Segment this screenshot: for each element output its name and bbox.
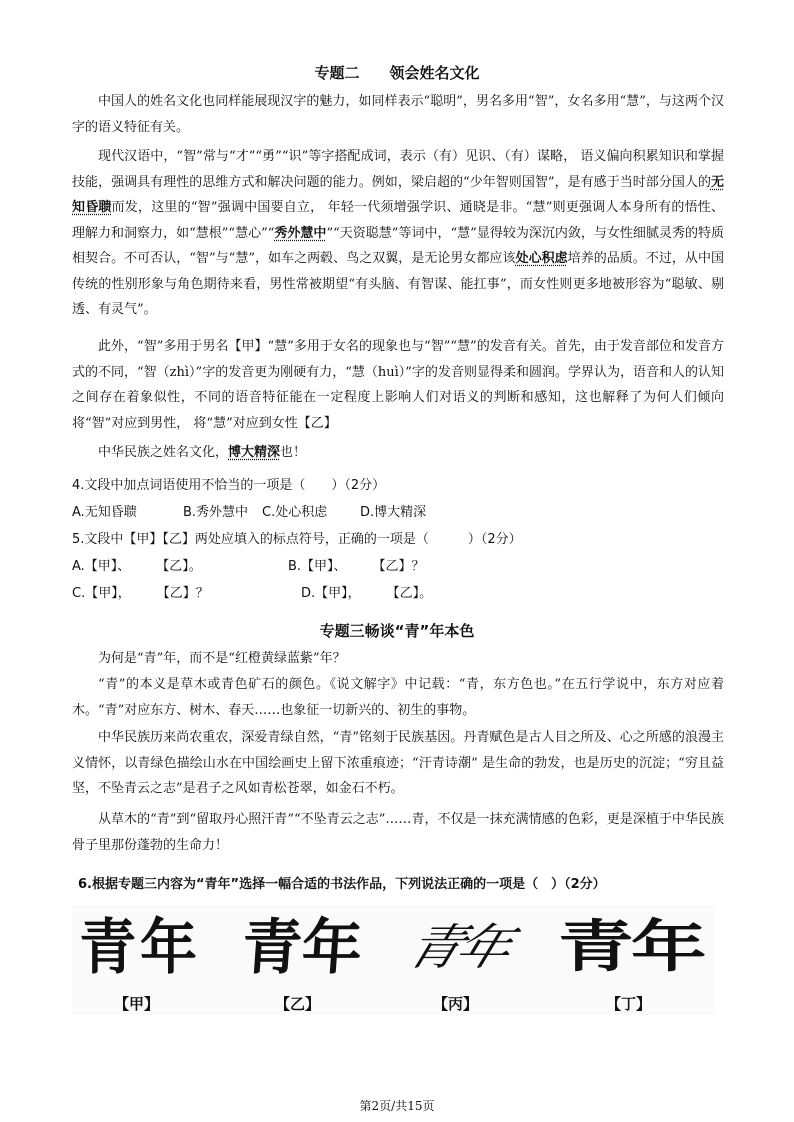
dotted-term-4: 博大精深: [228, 445, 281, 460]
question-5-option-b: B.【甲】、 【乙】？: [288, 559, 425, 574]
section2-title: 专题二 领会姓名文化: [314, 64, 480, 82]
question-5-option-c: C.【甲】， 【乙】？: [72, 586, 209, 601]
question-5-option-d: D.【甲】， 【乙】。: [301, 586, 433, 601]
calligraphy-label-yi: 【乙】: [275, 995, 321, 1013]
question-6-stem: 6.根据专题三内容为“青年”选择一幅合适的书法作品，下列说法正确的一项是（ ）（2分）: [78, 877, 606, 892]
dotted-term-2: 秀外慧中: [274, 225, 327, 241]
question-5-stem: 5.文段中【甲】【乙】两处应填入的标点符号，正确的一项是（ ）（2分）: [72, 532, 522, 547]
calligraphy-label-jia: 【甲】: [114, 995, 160, 1013]
page-footer: 第2页/共15页: [359, 1099, 435, 1113]
question-4-option-c: C.处心积虑: [262, 505, 328, 520]
section3-paragraph-1: 为何是“青”年，而不是“红橙黄绿蓝紫”年？: [98, 651, 346, 666]
section3-paragraph-4: 从草木的“青”到“留取丹心照汗青”“不坠青云之志”……青，不仅是一抹充满情感的色彩，更是深植于中华民族骨子里那份蓬勃的生命力！: [72, 812, 724, 853]
calligraphy-ding: 青年: [558, 915, 704, 980]
calligraphy-jia: 青年: [79, 913, 201, 983]
calligraphy-bing: 青年: [399, 919, 515, 976]
question-4-option-a: A.无知昏聩: [72, 505, 137, 520]
question-4-stem: 4.文段中加点词语使用不恰当的一项是（ ）（2分）: [72, 478, 386, 493]
section2-paragraph-3: 此外，“智”多用于男名【甲】“慧”多用于女名的现象也与“智”“慧”的发音有关。首先，由于发音部位和发音方式的不同，“智（zhì）”字的发音更为刚硬有力，“慧（huì）”字的发音则显得柔和圆润。学界认为，语音和人的认知之间存在着象似性，不同的语音特征能在一定程度上影响人们对语义的判断和感知，这也解释了为何人们倾向将“智”对应到男性， 将“慧”对应到女性【乙】: [72, 339, 724, 431]
calligraphy-label-ding: 【丁】: [606, 995, 652, 1013]
section2-paragraph-2: 现代汉语中，“智”常与“才”“勇”“识”等字搭配成词，表示（有）见识、（有）谋略， 语义偏向积累知识和掌握技能，强调具有理性的思维方式和解决问题的能力。例如，梁启超的“少年智则国智”，是有感于当时部分国人的无知昏聩而发，这里的“智”强调中国要自立， 年轻一代须增强学识、通晓是非。“慧”则更强调人本身所有的悟性、理解力和洞察力，如“慧根”“慧心”“秀外慧中”“天资聪慧”等词中，“慧”显得较为深沉内敛，与女性细腻灵秀的特质相契合。不可否认，“智”与“慧”，如车之两毂、鸟之双翼，是无论男女都应该处心积虑培养的品质。不过，从中国传统的性别形象与角色期待来看，男性常被期望“有头脑、有智谋、能扛事”，而女性则更多地被形容为“聪敏、剔透、有灵气”。: [72, 149, 724, 317]
section2-paragraph-4: 中华民族之姓名文化，博大精深也！: [98, 445, 307, 460]
section3-paragraph-2: “青”的本义是草木或青色矿石的颜色。《说文解字》中记载：“青，东方色也。”在五行学说中，东方对应着木。“青”对应东方、树木、春天……也象征一切新兴的、初生的事物。: [72, 677, 724, 718]
calligraphy-label-bing: 【丙】: [433, 995, 479, 1013]
dotted-term-3: 处心积虑: [515, 251, 568, 266]
calligraphy-image: [72, 905, 715, 1015]
question-4-option-b: B.秀外慧中: [183, 505, 249, 520]
section2-paragraph-1: 中国人的姓名文化也同样能展现汉字的魅力，如同样表示“聪明”，男名多用“智”，女名多用“慧”，与这两个汉字的语义特征有关。: [72, 94, 724, 135]
dotted-term-1: 无知昏聩: [72, 174, 724, 215]
question-4-option-d: D.博大精深: [360, 505, 427, 520]
section3-title: 专题三畅谈“青”年本色: [319, 622, 475, 640]
section3-paragraph-3: 中华民族历来尚农重农，深爱青绿自然，“青”铭刻于民族基因。丹青赋色是古人目之所及、心之所感的浪漫主义情怀，以青绿色描绘山水在中国绘画史上留下浓重痕迹；“汗青诗潮” 是生命的勃发，也是历史的沉淀；“穷且益坚，不坠青云之志”是君子之风如青松苍翠，如金石不朽。: [72, 730, 724, 796]
calligraphy-yi: 青年: [239, 913, 365, 983]
question-5-option-a: A.【甲】、 【乙】。: [72, 559, 202, 574]
